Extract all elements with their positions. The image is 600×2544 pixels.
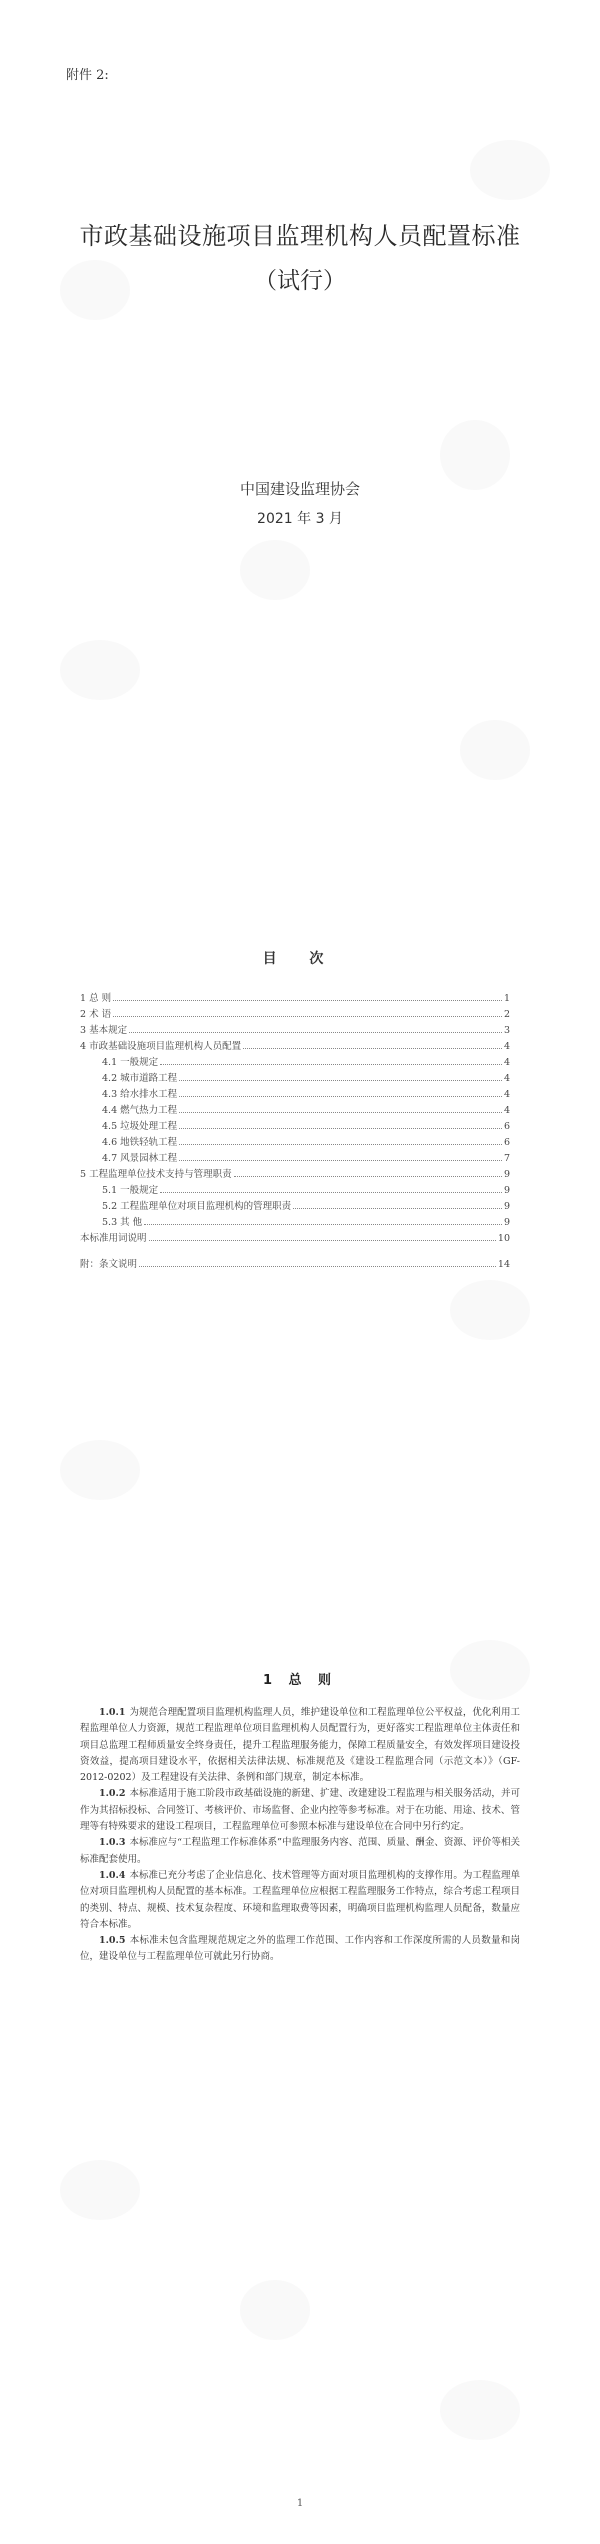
attachment-label: 附件 2: <box>66 68 109 83</box>
toc-heading: 目 次 <box>262 951 338 967</box>
toc-entry[interactable]: 4.4 燃气热力工程 4 <box>102 1105 510 1116</box>
clause-paragraph <box>80 1933 520 1966</box>
issuing-organization: 中国建设监理协会 <box>239 480 360 498</box>
toc-entry[interactable]: 2 术 语 2 <box>80 1009 510 1020</box>
page-number: 1 <box>296 2498 304 2509</box>
watermark <box>240 2280 310 2340</box>
toc-entry[interactable]: 4.5 垃圾处理工程 6 <box>102 1121 510 1132</box>
watermark <box>60 2160 140 2220</box>
issue-date: 2021 年 3 月 <box>257 511 343 527</box>
toc-entry[interactable]: 5.3 其 他 9 <box>102 1217 510 1228</box>
clause-number: 1.0.3 <box>99 1837 126 1849</box>
clause-text: 本标准已充分考虑了企业信息化、技术管理等方面对项目监理机构的支撑作用。为工程监理单位对项目监理机构人员配置的基本标准。工程监理单位应根据工程监理服务工作特点，综合考虑工程项目的类别、特点、规模、技术复杂程度、环境和监理取费等因素，明确项目监理机构监理人员配备，数量应符合本标准。 <box>80 1869 520 1930</box>
watermark <box>60 640 140 700</box>
toc-entry[interactable]: 附：条文说明 14 <box>80 1259 510 1270</box>
clause-text: 为规范合理配置项目监理机构监理人员，维护建设单位和工程监理单位公平权益，优化利用工程监理单位人力资源，规范工程监理单位项目监理机构人员配置行为，更好落实工程监理单位主体责任和项目总监理工程师质量安全终身责任，提升工程监理服务能力，保障工程质量安全，有效发挥项目建设投资效益，提高项目建设水平，依据相关法律法规、标准规范及《建设工程监理合同（示范文本）》（GF-2012-0202）及工程建设有关法律、条例和部门规章，制定本标准。 <box>80 1707 520 1784</box>
clause-number: 1.0.5 <box>99 1935 126 1947</box>
toc-entry[interactable]: 本标准用词说明 10 <box>80 1233 510 1244</box>
toc-entry[interactable]: 4.3 给水排水工程 4 <box>102 1089 510 1100</box>
watermark <box>440 2380 520 2440</box>
toc-entry[interactable]: 3 基本规定 3 <box>80 1025 510 1036</box>
toc-entry[interactable]: 4.6 地铁轻轨工程 6 <box>102 1137 510 1148</box>
clause-number: 1.0.2 <box>99 1788 126 1800</box>
toc-entry[interactable]: 4.1 一般规定 4 <box>102 1057 510 1068</box>
toc-entry[interactable]: 4 市政基础设施项目监理机构人员配置 4 <box>80 1041 510 1052</box>
document-subtitle: （试行） <box>254 268 346 294</box>
clause-paragraph <box>80 1786 520 1835</box>
watermark <box>60 1440 140 1500</box>
clause-paragraph <box>80 1705 520 1786</box>
clause-number: 1.0.4 <box>99 1869 126 1881</box>
clause-number: 1.0.1 <box>99 1707 126 1718</box>
toc-entry[interactable]: 5.2 工程监理单位对项目监理机构的管理职责 9 <box>102 1201 510 1212</box>
toc-entry[interactable]: 4.7 风景园林工程 7 <box>102 1153 510 1164</box>
document-title: 市政基础设施项目监理机构人员配置标准 <box>79 222 521 250</box>
cover-page <box>0 0 600 880</box>
clause-paragraph <box>80 1868 520 1933</box>
table-of-contents <box>80 988 510 1270</box>
watermark <box>460 720 530 780</box>
watermark <box>470 140 550 200</box>
toc-entry[interactable]: 5 工程监理单位技术支持与管理职责 9 <box>80 1169 510 1180</box>
clause-text: 本标准应与“工程监理工作标准体系”中监理服务内容、范围、质量、酬金、资源、评价等相关标准配套使用。 <box>80 1837 520 1865</box>
toc-entry[interactable]: 4.2 城市道路工程 4 <box>102 1073 510 1084</box>
clause-text: 本标准适用于施工阶段市政基础设施的新建、扩建、改建建设工程监理与相关服务活动，并可作为其招标投标、合同签订、考核评价、市场监督、企业内控等参考标准。对于在功能、用途、技术、管理等有特殊要求的建设工程项目，工程监理单位可参照本标准与建设单位在合同中另行约定。 <box>80 1788 520 1833</box>
toc-entry[interactable]: 1 总 则 1 <box>80 993 510 1004</box>
section-title: 1 总 则 <box>262 1673 338 1688</box>
clause-text: 本标准未包含监理规范规定之外的监理工作范围、工作内容和工作深度所需的人员数量和岗位，建设单位与工程监理单位可就此另行协商。 <box>80 1935 520 1963</box>
clause-paragraph <box>80 1835 520 1868</box>
watermark <box>450 1280 530 1340</box>
watermark <box>240 540 310 600</box>
toc-entry[interactable]: 5.1 一般规定 9 <box>102 1185 510 1196</box>
section-body <box>80 1705 520 1966</box>
